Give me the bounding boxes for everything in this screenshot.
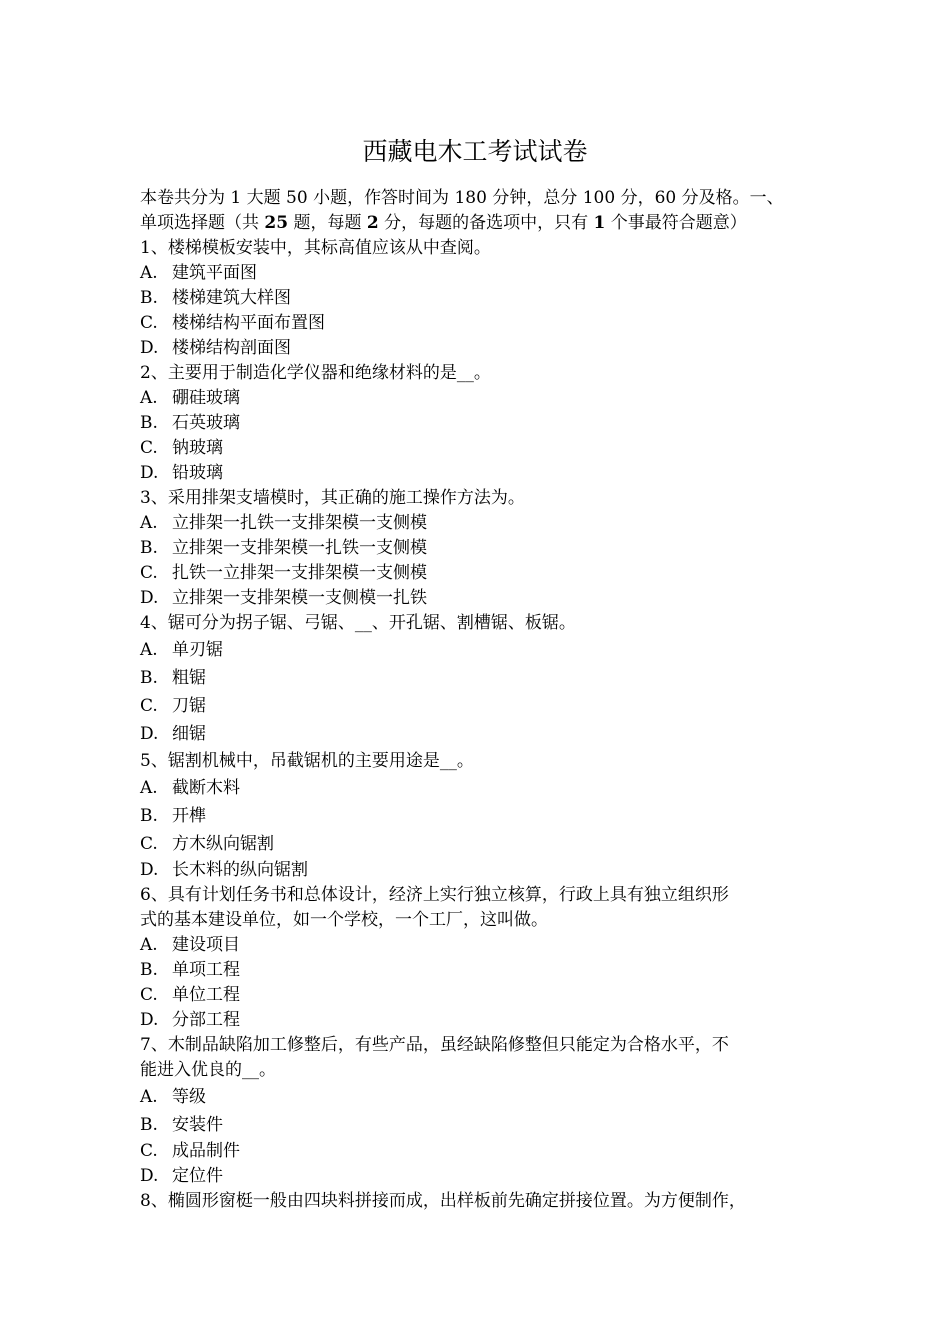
option-letter: A.	[140, 640, 158, 660]
answer-option	[140, 311, 820, 336]
option-letter: C.	[140, 313, 158, 333]
intro-line-1: 本卷共分为 1 大题 50 小题，作答时间为 180 分钟，总分 100 分，60 分及格。一、	[140, 188, 784, 208]
option-text: 钠玻璃	[172, 438, 223, 458]
option-letter: A.	[140, 935, 158, 955]
option-letter: D.	[140, 860, 159, 880]
answer-option	[140, 858, 820, 883]
intro-line-2	[140, 211, 820, 236]
option-text: 定位件	[172, 1166, 223, 1186]
option-text: 长木料的纵向锯割	[172, 860, 308, 880]
answer-option	[140, 636, 820, 664]
option-text: 立排架一扎铁一支排架模一支侧模	[172, 513, 427, 533]
answer-option	[140, 958, 820, 983]
option-text: 立排架一支排架模一扎铁一支侧模	[172, 538, 427, 558]
option-text: 建设项目	[172, 935, 240, 955]
question-stem: 3、采用排架支墙模时，其正确的施工操作方法为。	[140, 488, 525, 508]
option-text: 方木纵向锯割	[172, 834, 274, 854]
option-text: 成品制件	[172, 1141, 240, 1161]
intro-text: 题，每题	[288, 213, 367, 233]
points-per-question: 2	[366, 213, 379, 233]
correct-option-count: 1	[593, 213, 606, 233]
option-text: 单位工程	[172, 985, 240, 1005]
document-title: 西藏电木工考试试卷	[362, 137, 588, 166]
option-text: 刀锯	[172, 696, 206, 716]
option-letter: A.	[140, 388, 158, 408]
option-letter: B.	[140, 413, 158, 433]
question-stem: 2、主要用于制造化学仪器和绝缘材料的是__。	[140, 363, 491, 383]
option-letter: B.	[140, 806, 158, 826]
question-stem: 8、椭圆形窗梃一般由四块料拼接而成，出样板前先确定拼接位置。为方便制作，	[140, 1191, 746, 1211]
option-letter: D.	[140, 463, 159, 483]
intro-text: 个事最符合题意）	[605, 213, 747, 233]
option-text: 分部工程	[172, 1010, 240, 1030]
option-letter: C.	[140, 563, 158, 583]
answer-option	[140, 536, 820, 561]
option-letter: B.	[140, 288, 158, 308]
option-letter: A.	[140, 778, 158, 798]
intro-text: 分，每题的备选项中，只有	[378, 213, 594, 233]
option-text: 楼梯结构剖面图	[172, 338, 291, 358]
option-text: 开榫	[172, 806, 206, 826]
answer-option	[140, 983, 820, 1008]
option-text: 截断木料	[172, 778, 240, 798]
option-letter: C.	[140, 438, 158, 458]
option-letter: D.	[140, 1166, 159, 1186]
answer-option	[140, 561, 820, 586]
answer-option	[140, 336, 820, 361]
question-stem: 5、锯割机械中，吊截锯机的主要用途是__。	[140, 751, 474, 771]
question-stem: 式的基本建设单位，如一个学校，一个工厂，这叫做。	[140, 910, 548, 930]
option-text: 硼硅玻璃	[172, 388, 240, 408]
question-stem: 4、锯可分为拐子锯、弓锯、__、开孔锯、割槽锯、板锯。	[140, 613, 576, 633]
answer-option	[140, 436, 820, 461]
option-letter: A.	[140, 513, 158, 533]
answer-option	[140, 461, 820, 486]
option-text: 粗锯	[172, 668, 206, 688]
answer-option	[140, 1111, 820, 1139]
answer-option	[140, 1164, 820, 1189]
option-letter: A.	[140, 263, 158, 283]
option-text: 铅玻璃	[172, 463, 223, 483]
answer-option	[140, 664, 820, 692]
answer-option	[140, 1008, 820, 1033]
answer-option	[140, 1083, 820, 1111]
question-count: 25	[264, 213, 289, 233]
answer-option	[140, 261, 820, 286]
option-letter: B.	[140, 538, 158, 558]
option-letter: C.	[140, 985, 158, 1005]
option-letter: D.	[140, 724, 159, 744]
option-letter: D.	[140, 588, 159, 608]
option-text: 楼梯结构平面布置图	[172, 313, 325, 333]
option-text: 等级	[172, 1087, 206, 1107]
option-letter: D.	[140, 338, 159, 358]
option-text: 扎铁一立排架一支排架模一支侧模	[172, 563, 427, 583]
answer-option	[140, 775, 820, 802]
answer-option	[140, 511, 820, 536]
answer-option	[140, 1139, 820, 1164]
option-letter: D.	[140, 1010, 159, 1030]
answer-option	[140, 933, 820, 958]
answer-option	[140, 720, 820, 748]
answer-option	[140, 411, 820, 436]
option-text: 楼梯建筑大样图	[172, 288, 291, 308]
intro-text: 单项选择题（共	[140, 213, 265, 233]
option-letter: C.	[140, 834, 158, 854]
option-letter: B.	[140, 1115, 158, 1135]
option-text: 细锯	[172, 724, 206, 744]
document-body	[140, 186, 820, 1214]
option-text: 石英玻璃	[172, 413, 240, 433]
question-stem: 能进入优良的__。	[140, 1060, 276, 1080]
answer-option	[140, 830, 820, 858]
answer-option	[140, 802, 820, 830]
option-letter: C.	[140, 1141, 158, 1161]
option-text: 单项工程	[172, 960, 240, 980]
option-letter: B.	[140, 960, 158, 980]
option-text: 建筑平面图	[172, 263, 257, 283]
answer-option	[140, 386, 820, 411]
option-text: 立排架一支排架模一支侧模一扎铁	[172, 588, 427, 608]
question-stem: 6、具有计划任务书和总体设计，经济上实行独立核算，行政上具有独立组织形	[140, 885, 729, 905]
question-stem: 7、木制品缺陷加工修整后，有些产品，虽经缺陷修整但只能定为合格水平，不	[140, 1035, 729, 1055]
option-letter: A.	[140, 1087, 158, 1107]
question-stem: 1、楼梯模板安装中，其标高值应该从中查阅。	[140, 238, 491, 258]
option-text: 单刃锯	[172, 640, 223, 660]
answer-option	[140, 692, 820, 720]
answer-option	[140, 586, 820, 611]
option-letter: C.	[140, 696, 158, 716]
option-text: 安装件	[172, 1115, 223, 1135]
answer-option	[140, 286, 820, 311]
option-letter: B.	[140, 668, 158, 688]
